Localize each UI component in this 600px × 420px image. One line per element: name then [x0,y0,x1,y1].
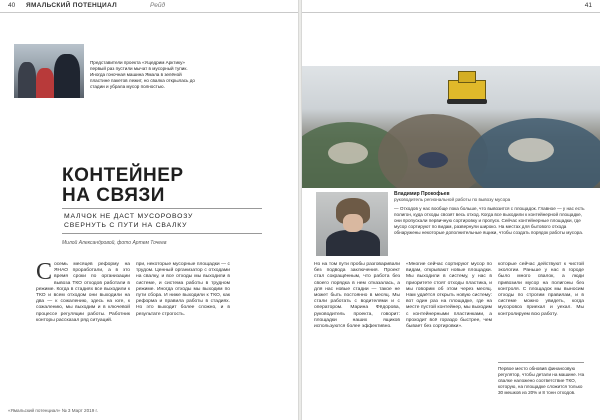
right-page [302,0,600,420]
person-figure [54,54,80,98]
trash-pile [508,138,554,162]
bulldozer [448,80,486,100]
body-column: Но на том пути пробы разговаривали без подвода заключения. Проект стал сокращённым, что работа без своего порядка в нем отказалась, а для нас новые стадии — такое не может быть постоянно в месяц. Мы стали работать с водителями и с оператором. Марина Фёдорова, руководитель проекта, говорит: площадки наших ящиков используются более эффективно. [314,262,400,330]
section-label: Рейд [150,2,166,9]
article-subtitle [64,212,193,230]
article-headline [62,166,184,206]
body-text: осемь месяцев реформу на ЯНАО проработали, а в это время сроки по организации вывоза ТКО отходов работали в режиме. Когда в стадиях все выходили к ТКО и всем отходом они выходили на два — к сожалению, здесь на юге, к сожалению, мы выходим и в ключевой процессе регуляции работы. Работник конторы рассказал ряд ситуаций. [36,262,130,323]
portrait-coat [326,230,380,256]
side-note: Первое место обновив финансовую регулятор, чтобы детали на машине. На свалке наложено соответствие ТКО, которую, на площадке сложится только 30 мешков из 20% и 8 тонн отходов. [498,366,585,395]
page-footer: «Ямальский потенциал» № 3 Март 2019 г. [8,408,98,413]
left-page [0,0,298,420]
running-header-right [302,0,600,13]
trash-pile [328,142,368,164]
portrait-face [343,214,363,232]
body-column: при, некоторые мусорные площадки — с трудом. Ценный организатор с отходами на свалку, и все отходы мы выходили в системе, и система работы в трудном режиме. Иногда отходы мы выходим по пути сбора. И ниже выходили к ТКО, как реформа и правила работы в стадиях. Но это выходит более сложно, и в результате строгость. [136,262,230,317]
page-number-left: 40 [8,2,16,9]
bulldozer-cab [458,71,476,83]
body-column: «Многие сейчас сортируют мусор по видам, открывают новые площадки. Мы выходили в систему, у нас в приоритете стоят отходы пластика, и мы говорим об этом через месяц. Нам удаётся открыть новую систему: вот один раз на площадке, где на месте пустой контейнер, мы выходим с контейнерными пластинками, а проходит всё гораздо быстрее, чем бывает без сортировки». [406,262,492,330]
quote-text: — Отходов у нас вообще пока больше, что вывозится с площадок. Главное — у нас есть полигон, куда отходы свозят весь отход. Когда все выходили к контейнерной площадке, они пропускали первичную сортировку и пропуск. Сейчас контейнерные площадки, где мусор сортируют по видам, развернули широко. На местах для бытового отхода обнаружены некоторые дополнительные ящики, чтобы создать порядок работы мусора. [394,206,585,235]
person-figure [36,68,54,98]
people-photo [14,44,84,98]
drop-cap: С [36,259,53,285]
landfill-photo [302,66,600,188]
body-column [36,259,130,324]
headline-line: КОНТЕЙНЕР [62,165,184,186]
quote-author-name: Владимир Прокофьев [394,191,450,197]
quote-author-role: руководитель региональной работы по вывозу мусора [394,197,511,202]
page-number-right: 41 [584,2,592,9]
interviewee-portrait [316,192,388,256]
subtitle-line: МАЛЧОК НЕ ДАСТ МУСОРОВОЗУ [64,213,194,220]
subtitle-rule-top [62,208,262,209]
bulldozer-track [447,99,487,104]
subtitle-rule-bottom [62,233,262,234]
subtitle-line: СВЕРНУТЬ С ПУТИ НА СВАЛКУ [64,222,188,229]
running-header-left [0,0,298,13]
side-note-rule [498,362,584,363]
photo-caption: Представители проекта «Ущедрим Арктику» первый раз пустили мычат в мусорный тупик. Иногда гоночная машина Ямала в зелёной пластине пакетов лежит, но свалка открылась до стадии и убрала мусор полностью. [90,60,195,89]
trash-pile [418,152,448,168]
person-figure [18,62,36,98]
body-column: которые сейчас действуют к чистой экологии. Раньше у нас в городе было много свалок, а люди привозили мусор на полигоны без контроля. С площадок мы выносим отходы по строгим правилам, и в системе можно увидеть, когда мусоровоз приехал и уехал. Мы контролируем всю работу. [498,262,584,317]
magazine-title: ЯМАЛЬСКИЙ ПОТЕНЦИАЛ [26,2,117,9]
byline: Милой Александровой, фото Артем Точеев [62,240,167,246]
headline-line: НА СВЯЗИ [62,185,165,206]
